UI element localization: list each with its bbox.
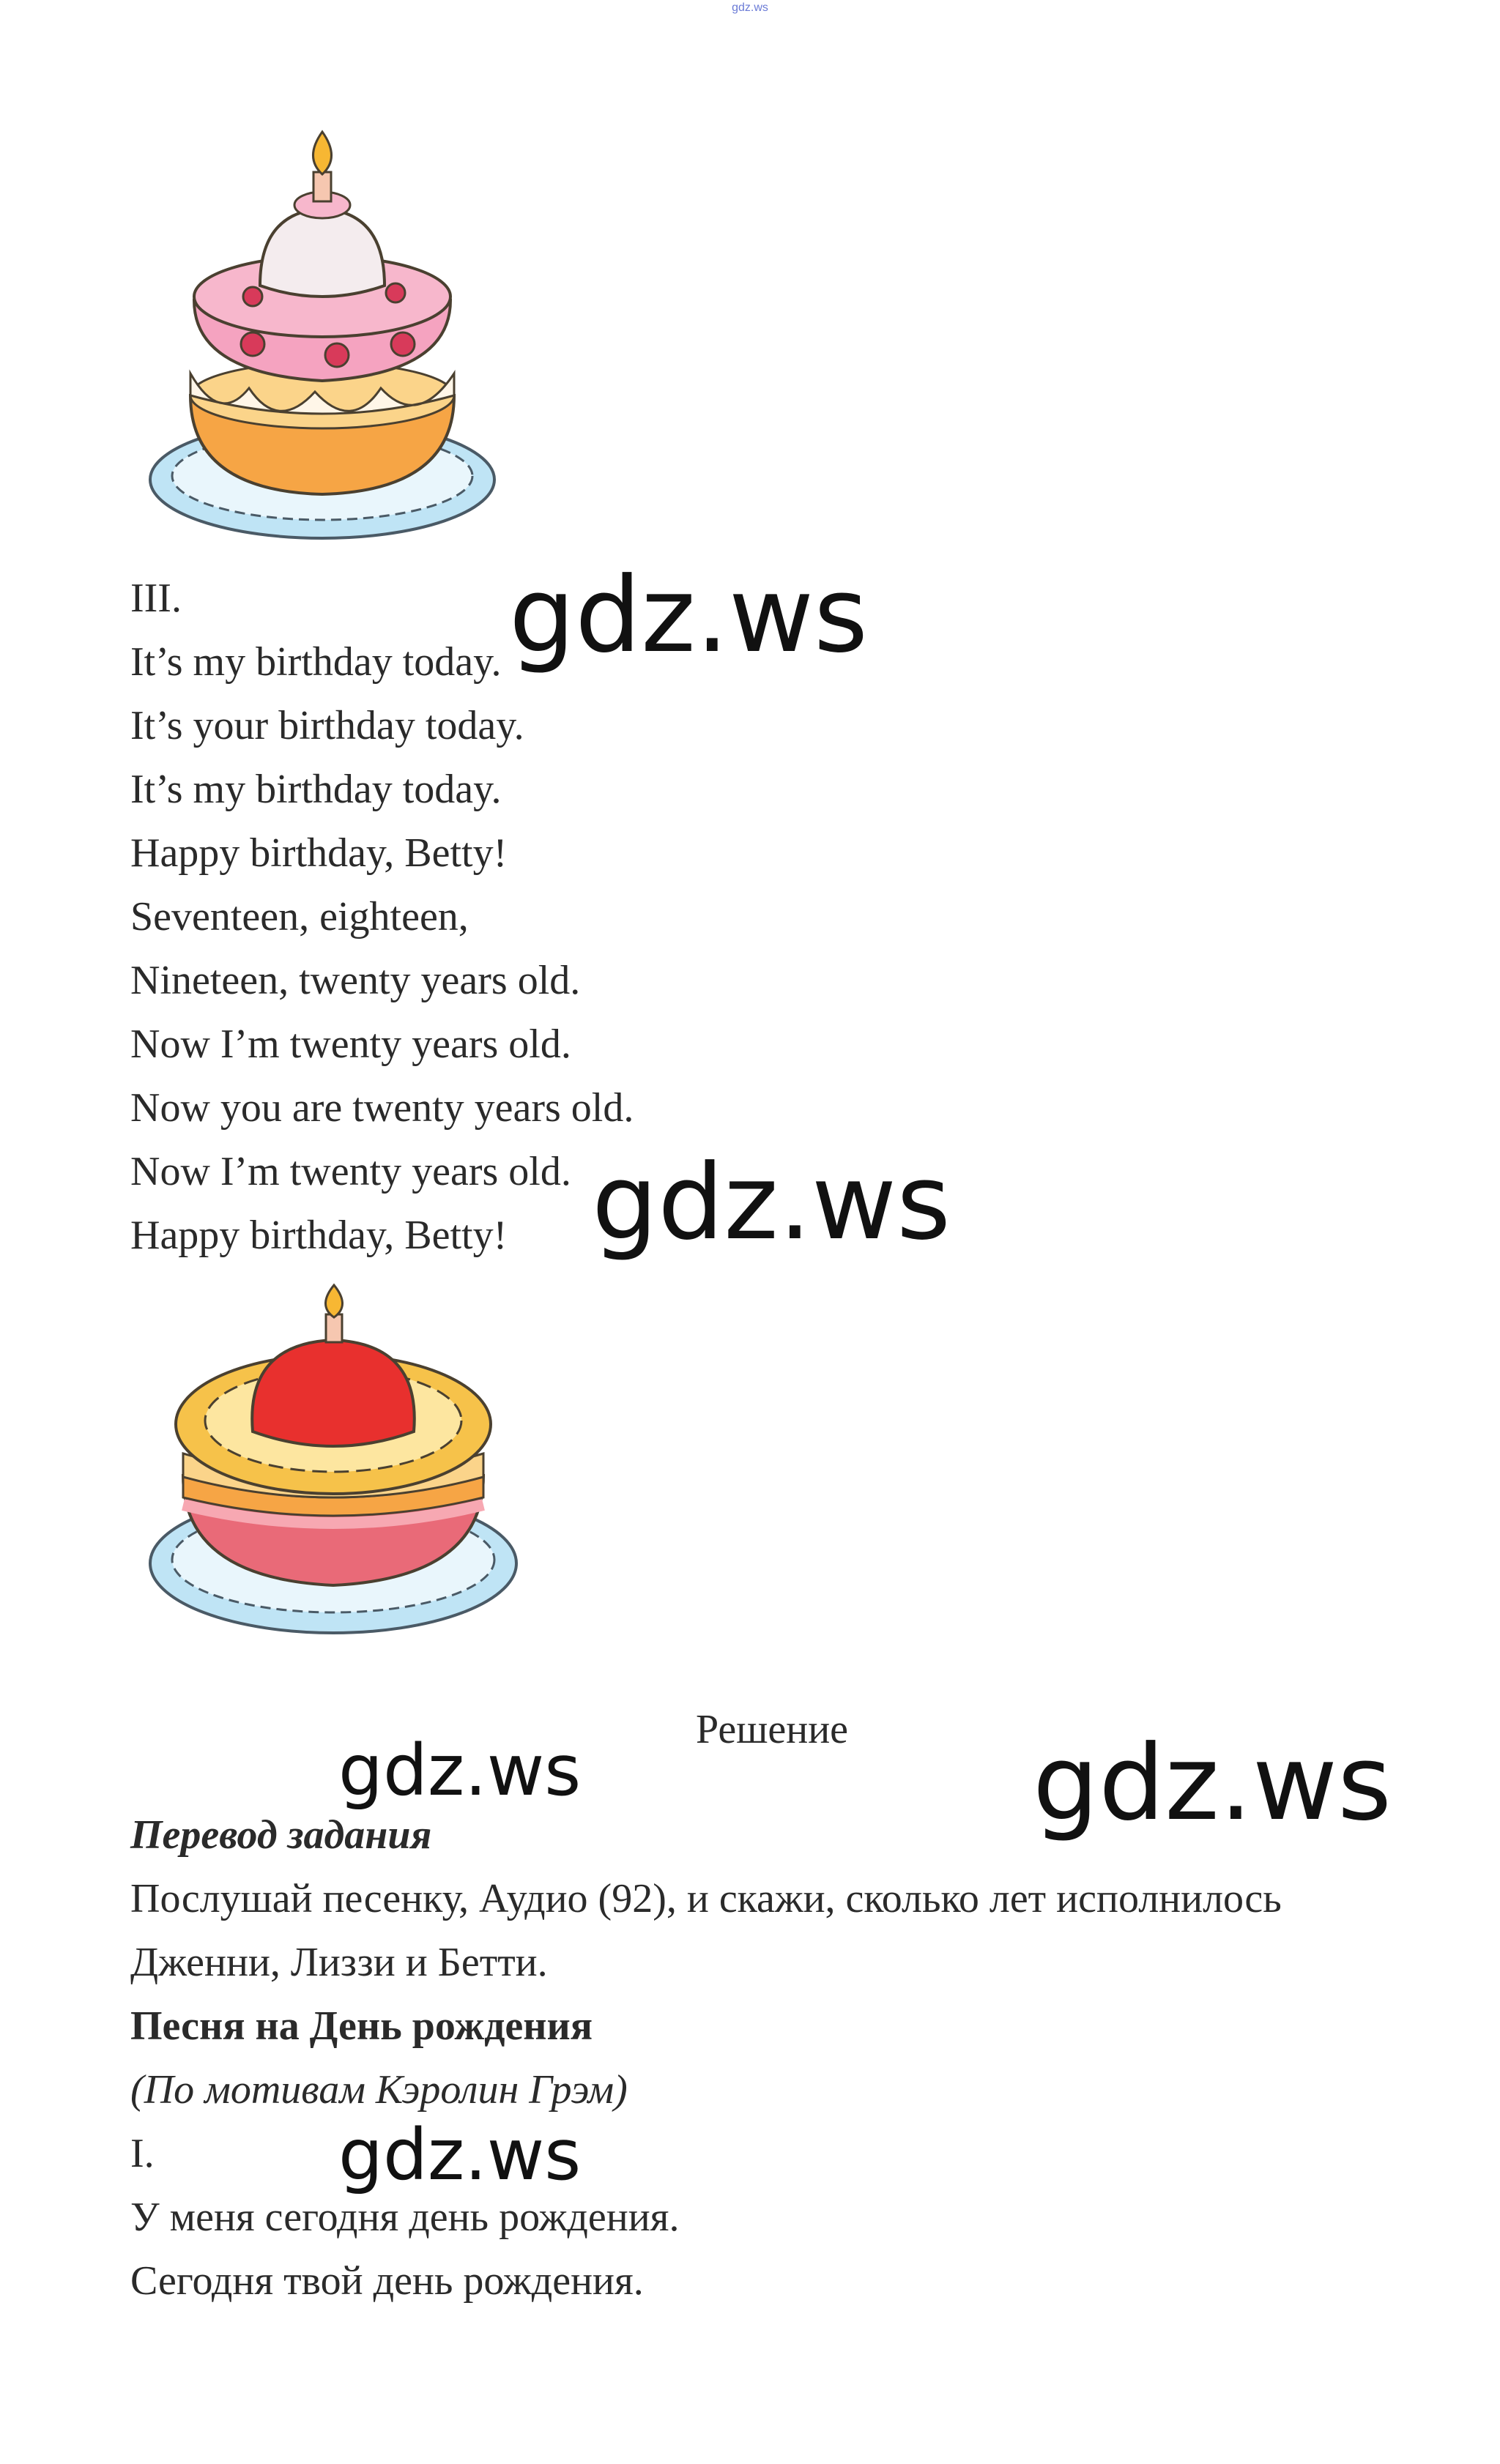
solution-heading: Решение [696, 1707, 849, 1752]
watermark: gdz.ws [509, 555, 869, 676]
song-line: It’s my birthday today. [130, 639, 502, 685]
task-line: Дженни, Лиззи и Бетти. [130, 1940, 548, 1985]
song-credit: (По мотивам Кэролин Грэм) [130, 2067, 628, 2113]
watermark: gdz.ws [592, 1142, 951, 1263]
song-line: Nineteen, twenty years old. [130, 958, 581, 1003]
song-line: Happy birthday, Betty! [130, 1213, 508, 1258]
watermark: gdz.ws [1033, 1723, 1392, 1844]
watermark: gdz.ws [338, 2114, 582, 2196]
song-line: Now I’m twenty years old. [130, 1021, 571, 1067]
top-watermark: gdz.ws [732, 1, 768, 14]
translation-heading: Перевод задания [130, 1812, 432, 1858]
cake-illustration-pink [139, 132, 505, 557]
song-line: Seventeen, eighteen, [130, 894, 469, 939]
task-line: Послушай песенку, Аудио (92), и скажи, сколько лет исполнилось [130, 1876, 1282, 1921]
song-line: It’s my birthday today. [130, 767, 502, 812]
song-marker-iii: III. [130, 576, 182, 621]
song-line: Happy birthday, Betty! [130, 830, 508, 876]
watermark: gdz.ws [338, 1730, 582, 1812]
song-title: Песня на День рождения [130, 2003, 593, 2049]
cake-illustration-red [143, 1285, 524, 1651]
song-line: Now you are twenty years old. [130, 1085, 634, 1131]
song-line: It’s your birthday today. [130, 703, 524, 748]
song-line-ru: У меня сегодня день рождения. [130, 2195, 680, 2240]
song-line: Now I’m twenty years old. [130, 1149, 571, 1194]
song-line-ru: Сегодня твой день рождения. [130, 2258, 644, 2304]
song-marker-i: I. [130, 2131, 155, 2176]
